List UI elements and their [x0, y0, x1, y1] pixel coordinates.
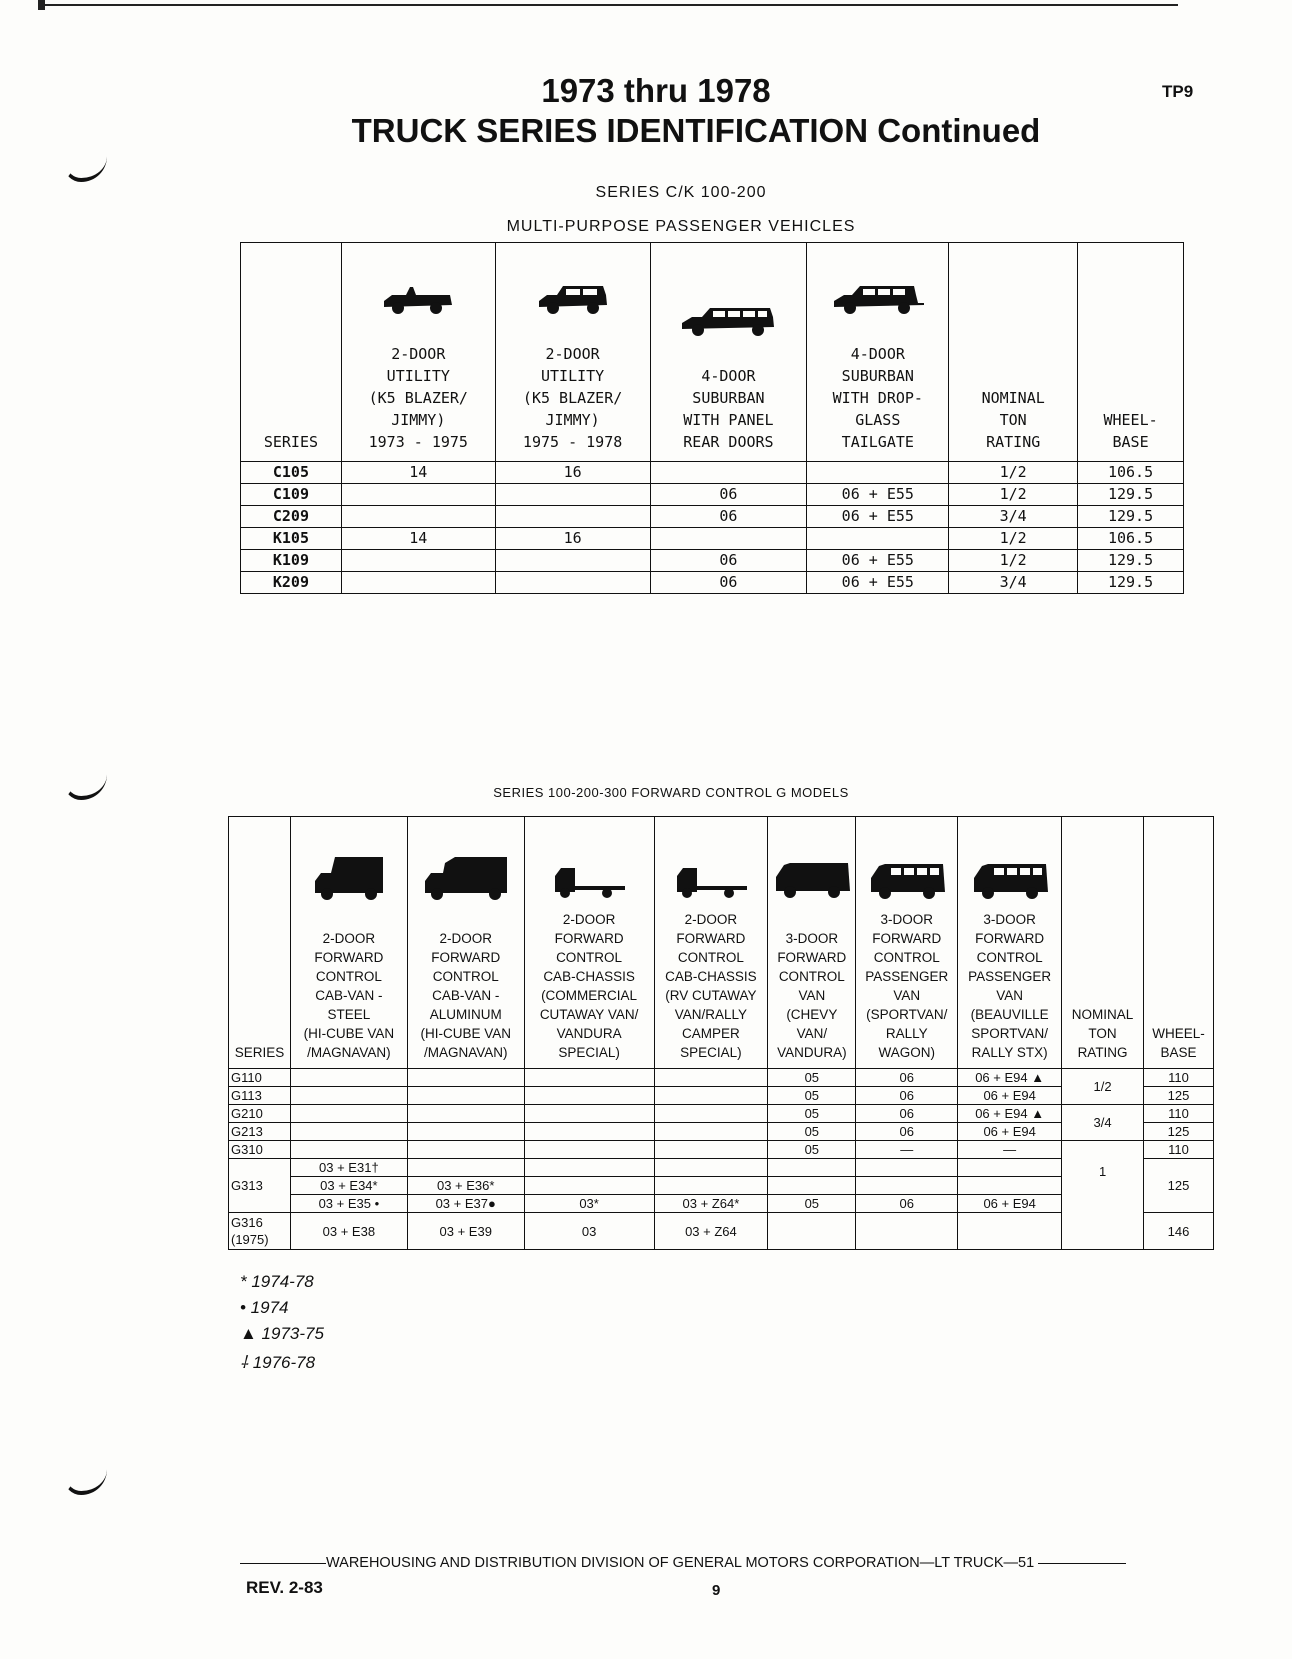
table1-subtitle: MULTI-PURPOSE PASSENGER VEHICLES — [506, 218, 856, 235]
table-row — [229, 1105, 1214, 1123]
table-cell: 129.5 — [1078, 506, 1184, 528]
table-cell — [654, 1177, 768, 1195]
footer-rule-right — [1038, 1563, 1126, 1564]
page-footer — [240, 1555, 1210, 1571]
header-text: VAN — [798, 988, 826, 1003]
header-text: (SPORTVAN/ — [866, 1007, 948, 1022]
table-cell: — — [958, 1141, 1062, 1159]
header-text: RALLY — [885, 1026, 928, 1041]
table-cell: 110 — [1144, 1069, 1214, 1087]
header-text: TON — [1088, 1026, 1117, 1041]
cell-series: K105 — [241, 528, 342, 550]
table-cell: 03 + E37● — [407, 1195, 524, 1213]
cell-series: G113 — [229, 1087, 291, 1105]
header-text: BASE — [1160, 1045, 1197, 1060]
table-cell — [524, 1159, 654, 1177]
table-cell — [341, 506, 495, 528]
header-text: SERIES — [234, 1045, 285, 1060]
table-cell: 106.5 — [1078, 528, 1184, 550]
table-cell: 110 — [1144, 1105, 1214, 1123]
table-cell — [958, 1213, 1062, 1250]
header-text: BASE — [1112, 433, 1149, 451]
table-cell — [524, 1087, 654, 1105]
header-text: SERIES — [263, 433, 319, 451]
table-cell — [650, 528, 807, 550]
table-cell — [856, 1159, 958, 1177]
header-text: 3-DOOR — [880, 912, 933, 927]
cell-series: K209 — [241, 572, 342, 594]
header-text: GLASS — [855, 411, 901, 429]
table-cell: 06 + E94 ▲ — [958, 1105, 1062, 1123]
header-text: CONTROL — [873, 950, 940, 965]
table-cell — [768, 1213, 856, 1250]
header-text: NOMINAL — [981, 389, 1045, 407]
header-text: WAGON) — [878, 1045, 935, 1060]
header-text: (BEAUVILLE — [970, 1007, 1049, 1022]
table-cell — [290, 1087, 407, 1105]
table-cell: 05 — [768, 1087, 856, 1105]
header-text: (RV CUTAWAY — [665, 988, 757, 1003]
header-suburban-tailgate — [807, 243, 949, 462]
header-sportvan — [856, 817, 958, 1069]
header-cab-van-aluminum — [407, 817, 524, 1069]
header-text: 2-DOOR — [322, 931, 376, 946]
table-cell: 03* — [524, 1195, 654, 1213]
top-rule-corner — [38, 0, 45, 10]
table-row — [241, 506, 1184, 528]
table-cell — [524, 1141, 654, 1159]
table-cell: 14 — [341, 528, 495, 550]
table-row — [241, 528, 1184, 550]
open-utility-truck-icon — [380, 281, 456, 317]
header-text: CAMPER — [682, 1026, 740, 1041]
header-text: RALLY STX) — [971, 1045, 1048, 1060]
table-cell: 125 — [1144, 1123, 1214, 1141]
header-text: WITH PANEL — [683, 411, 774, 429]
table-cell: 06 — [856, 1087, 958, 1105]
header-text: CAB-VAN - — [432, 988, 500, 1003]
table1-series-label: SERIES C/K 100-200 — [595, 184, 767, 201]
table-cell — [654, 1159, 768, 1177]
table-cell: 03 — [524, 1213, 654, 1250]
table-cell: 1/2 — [949, 528, 1078, 550]
table-cell: 06 — [650, 572, 807, 594]
header-text: CUTAWAY VAN/ — [539, 1007, 639, 1022]
header-beauville — [958, 817, 1062, 1069]
table-cell: 125 — [1144, 1159, 1214, 1213]
header-text: CONTROL — [778, 969, 845, 984]
footer-rule-left — [240, 1563, 326, 1564]
table-cell — [524, 1069, 654, 1087]
table-cell: 129.5 — [1078, 484, 1184, 506]
header-text: RATING — [1077, 1045, 1128, 1060]
table-cell — [958, 1159, 1062, 1177]
table-cell: 3/4 — [949, 572, 1078, 594]
table-cell: 06 — [856, 1069, 958, 1087]
header-text: (K5 BLAZER/ — [368, 389, 468, 407]
header-text: 3-DOOR — [785, 931, 839, 946]
table-cell — [768, 1177, 856, 1195]
table-cell: 16 — [495, 528, 650, 550]
page-title-line-2: TRUCK SERIES IDENTIFICATION Continued — [351, 112, 1041, 149]
cab-chassis-commercial-icon — [549, 854, 629, 904]
header-text: SPECIAL) — [558, 1045, 620, 1060]
table-g-series — [228, 816, 1214, 1250]
table-cell: 03 + Z64 — [654, 1213, 768, 1250]
header-text: JIMMY) — [391, 411, 446, 429]
header-text: PASSENGER — [865, 969, 949, 984]
header-text: REAR DOORS — [683, 433, 774, 451]
header-text: WHEEL- — [1152, 1026, 1205, 1041]
table-cell: 14 — [341, 462, 495, 484]
header-utility-75-78 — [495, 243, 650, 462]
table-cell — [958, 1177, 1062, 1195]
page-number: 9 — [712, 1582, 721, 1599]
passenger-van-icon — [867, 854, 947, 904]
table-cell: 06 — [856, 1195, 958, 1213]
header-text: UTILITY — [386, 367, 450, 385]
closed-utility-truck-icon — [535, 281, 611, 317]
header-text: 1975 - 1978 — [522, 433, 623, 451]
table-cell — [290, 1069, 407, 1087]
table-cell: 106.5 — [1078, 462, 1184, 484]
table-cell — [341, 484, 495, 506]
header-ton-rating — [949, 243, 1078, 462]
table-cell — [407, 1069, 524, 1087]
table-cell: 05 — [768, 1069, 856, 1087]
footnote: ▲ 1973-75 — [240, 1324, 324, 1343]
header-series — [229, 817, 291, 1069]
table-cell — [407, 1141, 524, 1159]
header-text: VANDURA — [556, 1026, 622, 1041]
header-text: CAB-CHASSIS — [543, 969, 635, 984]
table-cell: 1/2 — [949, 462, 1078, 484]
panel-van-icon — [772, 853, 852, 903]
header-cab-chassis-rv — [654, 817, 768, 1069]
header-text: CONTROL — [315, 969, 382, 984]
header-text: CAB-CHASSIS — [665, 969, 757, 984]
table-cell: 03 + E31† — [290, 1159, 407, 1177]
table-row — [241, 550, 1184, 572]
header-text: (K5 BLAZER/ — [522, 389, 623, 407]
passenger-van-stx-icon — [970, 854, 1050, 904]
header-text: SUBURBAN — [841, 367, 914, 385]
cell-series: G210 — [229, 1105, 291, 1123]
cell-series: G313 — [229, 1159, 291, 1213]
header-text: SPORTVAN/ — [971, 1026, 1049, 1041]
table-cell — [407, 1087, 524, 1105]
header-text: VAN — [996, 988, 1024, 1003]
table-cell: 06 — [650, 550, 807, 572]
header-text: STEEL — [327, 1007, 371, 1022]
table-cell: 06 + E94 — [958, 1123, 1062, 1141]
header-text: CONTROL — [976, 950, 1043, 965]
table-cell — [341, 572, 495, 594]
header-text: FORWARD — [872, 931, 942, 946]
table-cell: 06 — [856, 1123, 958, 1141]
table-row — [229, 1141, 1214, 1159]
header-text: 4-DOOR — [701, 367, 756, 385]
header-text: (HI-CUBE VAN — [420, 1026, 511, 1041]
table-cell — [290, 1141, 407, 1159]
cell-series: C105 — [241, 462, 342, 484]
header-text: CONTROL — [677, 950, 744, 965]
table-row — [241, 462, 1184, 484]
top-rule — [38, 4, 1178, 6]
header-text: 1973 - 1975 — [368, 433, 468, 451]
header-series — [241, 243, 342, 462]
header-text: CONTROL — [432, 969, 499, 984]
table-cell: 06 + E94 ▲ — [958, 1069, 1062, 1087]
table-cell — [856, 1213, 958, 1250]
header-text: 2-DOOR — [439, 931, 492, 946]
header-text: JIMMY) — [545, 411, 600, 429]
table-header-row — [229, 817, 1214, 1069]
table-cell: 05 — [768, 1141, 856, 1159]
header-text: 2-DOOR — [562, 912, 616, 927]
table2-series-label: SERIES 100-200-300 FORWARD CONTROL G MODELS — [493, 785, 849, 800]
table-cell — [650, 462, 807, 484]
cell-series: G310 — [229, 1141, 291, 1159]
table-cell: 03 + E39 — [407, 1213, 524, 1250]
cell-series: C109 — [241, 484, 342, 506]
table-cell — [524, 1123, 654, 1141]
table-cell: 06 — [650, 484, 807, 506]
table-cell: 06 — [650, 506, 807, 528]
cell-ton-rating: 1/2 — [1062, 1069, 1144, 1105]
header-text: ALUMINUM — [429, 1007, 502, 1022]
header-suburban-panel — [650, 243, 807, 462]
table-cell: 1/2 — [949, 550, 1078, 572]
table-cell: 06 + E94 — [958, 1087, 1062, 1105]
table-cell — [654, 1069, 768, 1087]
table-cell — [654, 1087, 768, 1105]
table-cell: 06 + E55 — [807, 572, 949, 594]
table-cell — [341, 550, 495, 572]
header-text: VANDURA) — [777, 1045, 847, 1060]
table-cell — [524, 1177, 654, 1195]
table-cell — [495, 484, 650, 506]
table-cell: 05 — [768, 1105, 856, 1123]
header-text: 2-DOOR — [391, 345, 446, 363]
cell-series: G110 — [229, 1069, 291, 1087]
table-cell — [407, 1159, 524, 1177]
hi-cube-van-steel-icon — [311, 853, 387, 903]
table-cell: 03 + E38 — [290, 1213, 407, 1250]
header-text: FORWARD — [554, 931, 624, 946]
table-cell — [654, 1141, 768, 1159]
header-wheelbase — [1144, 817, 1214, 1069]
series-code: G316 — [231, 1215, 263, 1230]
series-year: (1975) — [231, 1232, 269, 1247]
header-text: FORWARD — [314, 950, 384, 965]
table-ck-series — [240, 242, 1184, 594]
table-cell — [495, 506, 650, 528]
table-cell — [524, 1105, 654, 1123]
header-text: VAN/RALLY — [674, 1007, 748, 1022]
header-text: VAN/ — [796, 1026, 828, 1041]
table-cell — [290, 1123, 407, 1141]
header-text: SUBURBAN — [692, 389, 765, 407]
cell-ton-rating: 1 — [1062, 1141, 1144, 1250]
suburban-tailgate-icon — [830, 281, 926, 317]
header-text: 2-DOOR — [684, 912, 738, 927]
header-text: CONTROL — [556, 950, 623, 965]
table-cell — [807, 528, 949, 550]
footer-text: WAREHOUSING AND DISTRIBUTION DIVISION OF GENERAL MOTORS CORPORATION—LT TRUCK—51 — [326, 1555, 1035, 1571]
header-text: FORWARD — [975, 931, 1045, 946]
header-wheelbase — [1078, 243, 1184, 462]
table-cell: 03 + E35 • — [290, 1195, 407, 1213]
table-cell: 146 — [1144, 1213, 1214, 1250]
header-text: FORWARD — [777, 950, 847, 965]
table-cell — [495, 550, 650, 572]
header-utility-73-75 — [341, 243, 495, 462]
table-cell: 3/4 — [949, 506, 1078, 528]
footnote: ⸸ 1976-78 — [240, 1353, 316, 1372]
table-cell — [654, 1123, 768, 1141]
header-text: CAB-VAN - — [315, 988, 383, 1003]
table-cell: 06 + E55 — [807, 506, 949, 528]
table-cell — [407, 1105, 524, 1123]
suburban-panel-doors-icon — [678, 303, 778, 339]
table-cell — [407, 1123, 524, 1141]
table-row — [241, 484, 1184, 506]
binder-hole-mark — [64, 152, 107, 182]
table-cell: 05 — [768, 1195, 856, 1213]
header-text: FORWARD — [676, 931, 746, 946]
header-cab-chassis-commercial — [524, 817, 654, 1069]
header-ton-rating — [1062, 817, 1144, 1069]
hi-cube-van-aluminum-icon — [421, 853, 511, 903]
header-text: VAN — [893, 988, 921, 1003]
binder-hole-mark — [64, 1465, 107, 1495]
footnote: • 1974 — [240, 1298, 289, 1317]
table-cell: 03 + E36* — [407, 1177, 524, 1195]
header-text: FORWARD — [431, 950, 501, 965]
header-text: 4-DOOR — [850, 345, 905, 363]
table-cell — [654, 1105, 768, 1123]
table-row — [229, 1069, 1214, 1087]
header-text: SPECIAL) — [680, 1045, 742, 1060]
table-cell — [495, 572, 650, 594]
table-cell — [807, 462, 949, 484]
footnote: * 1974-78 — [240, 1272, 314, 1291]
cell-series — [229, 1213, 291, 1250]
table-cell — [768, 1159, 856, 1177]
table-cell: — — [856, 1141, 958, 1159]
table-cell: 16 — [495, 462, 650, 484]
table-cell — [856, 1177, 958, 1195]
header-text: UTILITY — [540, 367, 605, 385]
table-cell: 03 + E34* — [290, 1177, 407, 1195]
header-text: (HI-CUBE VAN — [303, 1026, 395, 1041]
cell-series: C209 — [241, 506, 342, 528]
table-cell: 06 + E94 — [958, 1195, 1062, 1213]
table-cell: 129.5 — [1078, 572, 1184, 594]
header-text: WHEEL- — [1103, 411, 1158, 429]
table-header-row — [241, 243, 1184, 462]
table-cell — [290, 1105, 407, 1123]
header-text: /MAGNAVAN) — [423, 1045, 508, 1060]
header-chevy-van — [768, 817, 856, 1069]
revision-label: REV. 2-83 — [246, 1578, 323, 1597]
page-code: TP9 — [1162, 82, 1194, 101]
header-text: (COMMERCIAL — [541, 988, 638, 1003]
cab-chassis-rv-icon — [671, 854, 751, 904]
table-cell: 110 — [1144, 1141, 1214, 1159]
header-text: TON — [999, 411, 1027, 429]
cell-series: G213 — [229, 1123, 291, 1141]
table-cell: 129.5 — [1078, 550, 1184, 572]
table-cell: 06 + E55 — [807, 550, 949, 572]
header-text: 2-DOOR — [545, 345, 600, 363]
page-title-line-1: 1973 thru 1978 — [541, 72, 771, 109]
header-text: PASSENGER — [968, 969, 1052, 984]
header-text: RATING — [986, 433, 1041, 451]
header-text: (CHEVY — [786, 1007, 838, 1022]
table-cell: 06 + E55 — [807, 484, 949, 506]
header-cab-van-steel — [290, 817, 407, 1069]
header-text: WITH DROP- — [832, 389, 923, 407]
table-cell: 1/2 — [949, 484, 1078, 506]
table-cell: 125 — [1144, 1087, 1214, 1105]
header-text: /MAGNAVAN) — [307, 1045, 391, 1060]
header-text: TAILGATE — [841, 433, 914, 451]
cell-ton-rating: 3/4 — [1062, 1105, 1144, 1141]
header-text: NOMINAL — [1071, 1007, 1134, 1022]
header-text: 3-DOOR — [983, 912, 1036, 927]
table-cell: 06 — [856, 1105, 958, 1123]
table-cell: 03 + Z64* — [654, 1195, 768, 1213]
table-row — [241, 572, 1184, 594]
table-cell: 05 — [768, 1123, 856, 1141]
cell-series: K109 — [241, 550, 342, 572]
